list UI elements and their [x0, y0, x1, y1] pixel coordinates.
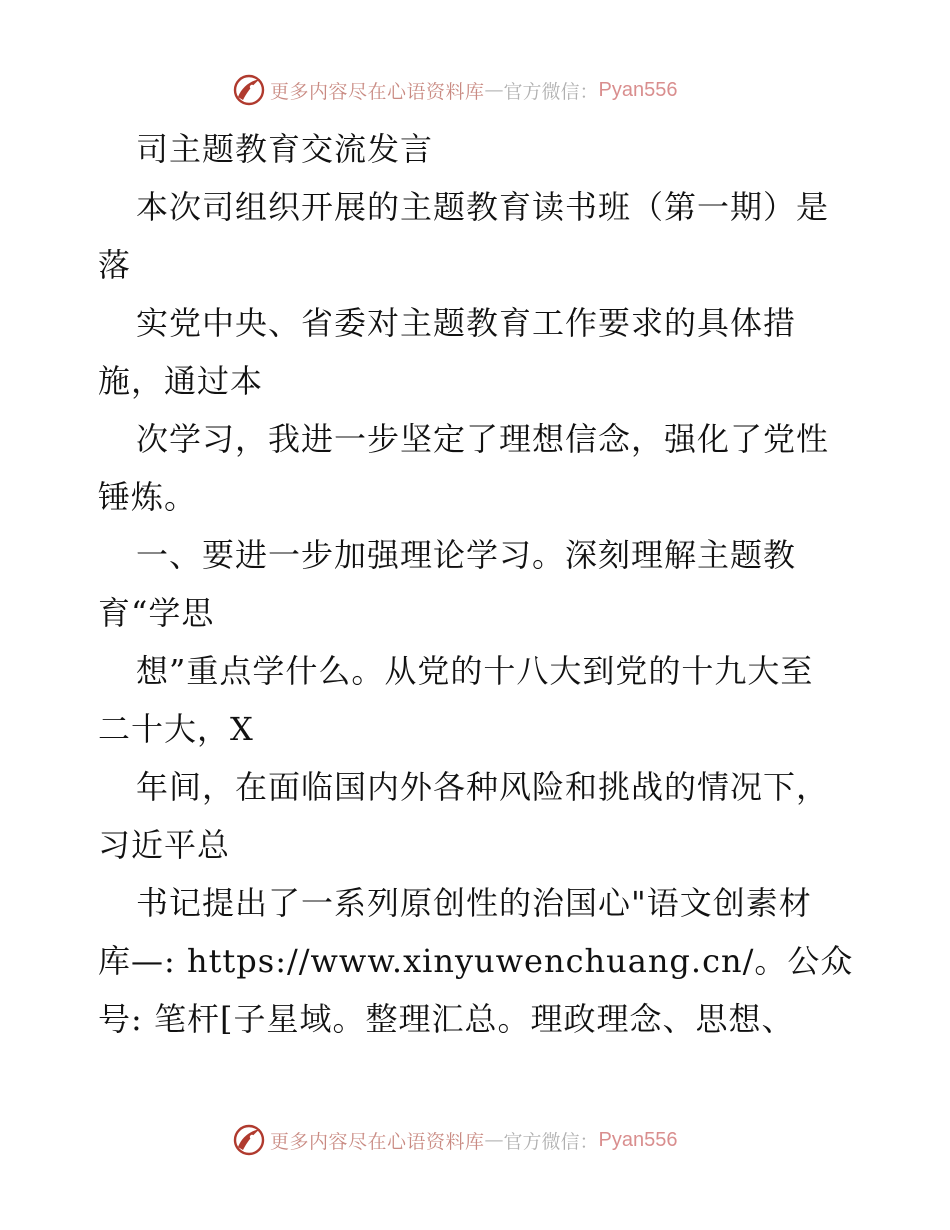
watermark-text: 更多内容尽在心语资料库: [270, 1130, 485, 1153]
doc-line: 实党中央、省委对主题教育工作要求的具体措: [136, 304, 797, 342]
watermark-separator: —: [484, 1129, 504, 1151]
doc-line: 号: 笔杆[子星域。整理汇总。理政理念、思想、: [98, 1000, 795, 1038]
doc-line: 习近平总: [98, 826, 231, 864]
pen-logo-icon: [232, 1123, 266, 1157]
footer-watermark: [232, 1122, 678, 1158]
wechat-id: Pyan556: [598, 78, 678, 101]
watermark-text: 更多内容尽在心语资料库: [270, 80, 485, 103]
doc-line: 本次司组织开展的主题教育读书班（第一期）是: [136, 188, 830, 226]
watermark-separator: —: [484, 79, 504, 101]
wechat-id: Pyan556: [598, 1128, 678, 1151]
doc-line: 二十大，X: [98, 710, 254, 748]
doc-line: 库—: https://www.xinyuwenchuang.cn/。公众: [98, 942, 854, 980]
pen-logo-icon: [232, 73, 266, 107]
doc-line: 书记提出了一系列原创性的治国心"语文创素材: [136, 884, 812, 922]
doc-line: 一、要进一步加强理论学习。深刻理解主题教: [136, 536, 797, 574]
doc-line: 育“学思: [98, 594, 215, 632]
doc-line: 想”重点学什么。从党的十八大到党的十九大至: [136, 652, 814, 690]
doc-line: 年间，在面临国内外各种风险和挑战的情况下，: [136, 768, 830, 806]
header-watermark: [232, 72, 678, 108]
doc-line: 落: [98, 246, 132, 284]
doc-line: 次学习，我进一步坚定了理想信念，强化了党性: [136, 420, 830, 458]
document-body: [98, 120, 878, 1048]
doc-line: 施，通过本: [98, 362, 264, 400]
doc-line: 锤炼。: [98, 478, 198, 516]
wechat-label: 官方微信：: [503, 1130, 599, 1153]
doc-title: 司主题教育交流发言: [136, 130, 434, 168]
wechat-label: 官方微信：: [503, 80, 599, 103]
